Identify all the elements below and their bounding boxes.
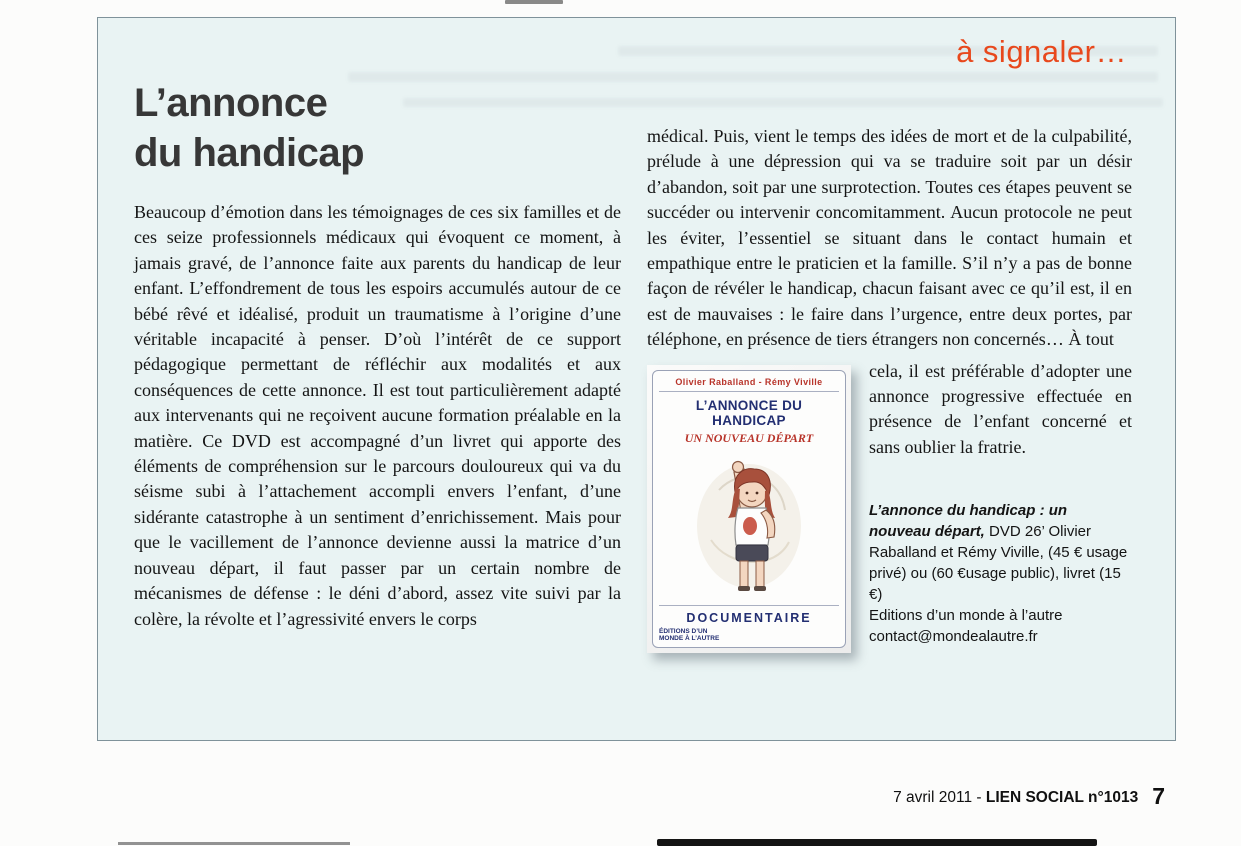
scan-edge-artifact-bottom-left: [118, 842, 350, 845]
article-page: [97, 17, 1176, 741]
body-column-left: Beaucoup d’émotion dans les témoignages de ces six familles et de ces seize professionnels médicaux qui évoquent ce moment, à jamais gravé, de l’annonce faite aux parents du handicap de leur enfant. L’effondrement de tous les espoirs accumulés autour de ce bébé rêvé et idéalisé, produit un traumatisme à l’origine d’une véritable incapacité à penser. D’où l’intérêt de ce support pédagogique permettant de réfléchir aux modalités et aux conséquences de cette annonce. Il est tout particulièrement adapté aux intervenants qui ne reçoivent aucune formation préalable en la matière. Ce DVD est accompagné d’un livret qui apporte des éléments de compréhension sur le parcours douloureux qui va du séisme subi à l’attachement accompli envers l’enfant, d’une sidérante catastrophe à un sentiment d’enrichissement. Mais pour que le vacillement de l’annonce devienne aussi la matrice d’un nouveau départ, il faut passer par un certain nombre de mécanismes de défense : le déni d’abord, assez vite suivi par la colère, la révolte et l’agressivité envers le corps: [134, 202, 621, 629]
page-footer: [0, 781, 1165, 808]
girl-drawing-icon: [674, 450, 824, 600]
caption-publisher: Editions d’un monde à l’autre: [869, 607, 1063, 625]
section-label: à signaler…: [956, 34, 1127, 69]
dvd-subtitle: UN NOUVEAU DÉPART: [684, 430, 814, 445]
footer-date: 7 avril 2011 -: [893, 789, 986, 806]
dvd-cover: [652, 370, 846, 648]
caption-details: DVD 26’ Olivier Raballand et Rémy Viville, (45 € usage privé) ou (60 €usage public), livret (15 €): [869, 523, 1128, 604]
article-title-line2: du handicap: [134, 131, 365, 175]
dvd-category: DOCUMENTAIRE: [659, 605, 839, 625]
body-paragraph-right-wrap: cela, il est préférable d’adopter une annonce progressive effectuée en présence de l’enfant concerné et sans oublier la fratrie.: [869, 360, 1132, 457]
scan-bleed-artifact: [348, 72, 1158, 82]
scan-edge-artifact-bottom-right: [657, 839, 1097, 846]
body-column-right: [647, 124, 1132, 657]
footer-page-number: 7: [1152, 783, 1165, 809]
dvd-publisher-logo: ÉDITIONS D’UN MONDE À L’AUTRE: [659, 627, 720, 643]
caption-title: L’annonce du handicap : un nouveau départ,: [869, 502, 1068, 541]
article-title-line1: L’annonce: [134, 81, 328, 125]
scan-edge-artifact-top: [505, 0, 563, 4]
body-paragraph-right-top: médical. Puis, vient le temps des idées de mort et de la culpabilité, prélude à une dépression qui va se traduire soit par un désir d’abandon, soit par une surprotection. Toutes ces étapes peuvent se succéder ou intervenir concomitamment. Aucun protocole ne peut les éviter, l’essentiel se situant dans le contact humain et empathique entre le praticien et la famille. S’il n’y a pas de bonne façon de révéler le handicap, chacun faisant avec ce qu’il est, il en est de mauvaises : le faire dans l’urgence, entre deux portes, par téléphone, en présence de tiers étrangers non concernés… À tout: [647, 126, 1132, 350]
article-title: [134, 78, 364, 178]
caption-contact: contact@mondealautre.fr: [869, 628, 1038, 646]
dvd-cover-photo: [647, 365, 851, 653]
media-and-caption-section: [647, 359, 1132, 648]
scan-bleed-artifact: [403, 98, 1163, 107]
dvd-title: L’ANNONCE DU HANDICAP: [695, 397, 803, 428]
dvd-authors: Olivier Raballand - Rémy Viville: [659, 377, 839, 392]
dvd-illustration-girl: [659, 446, 839, 605]
footer-magazine-title: LIEN SOCIAL n°1013: [985, 789, 1139, 806]
